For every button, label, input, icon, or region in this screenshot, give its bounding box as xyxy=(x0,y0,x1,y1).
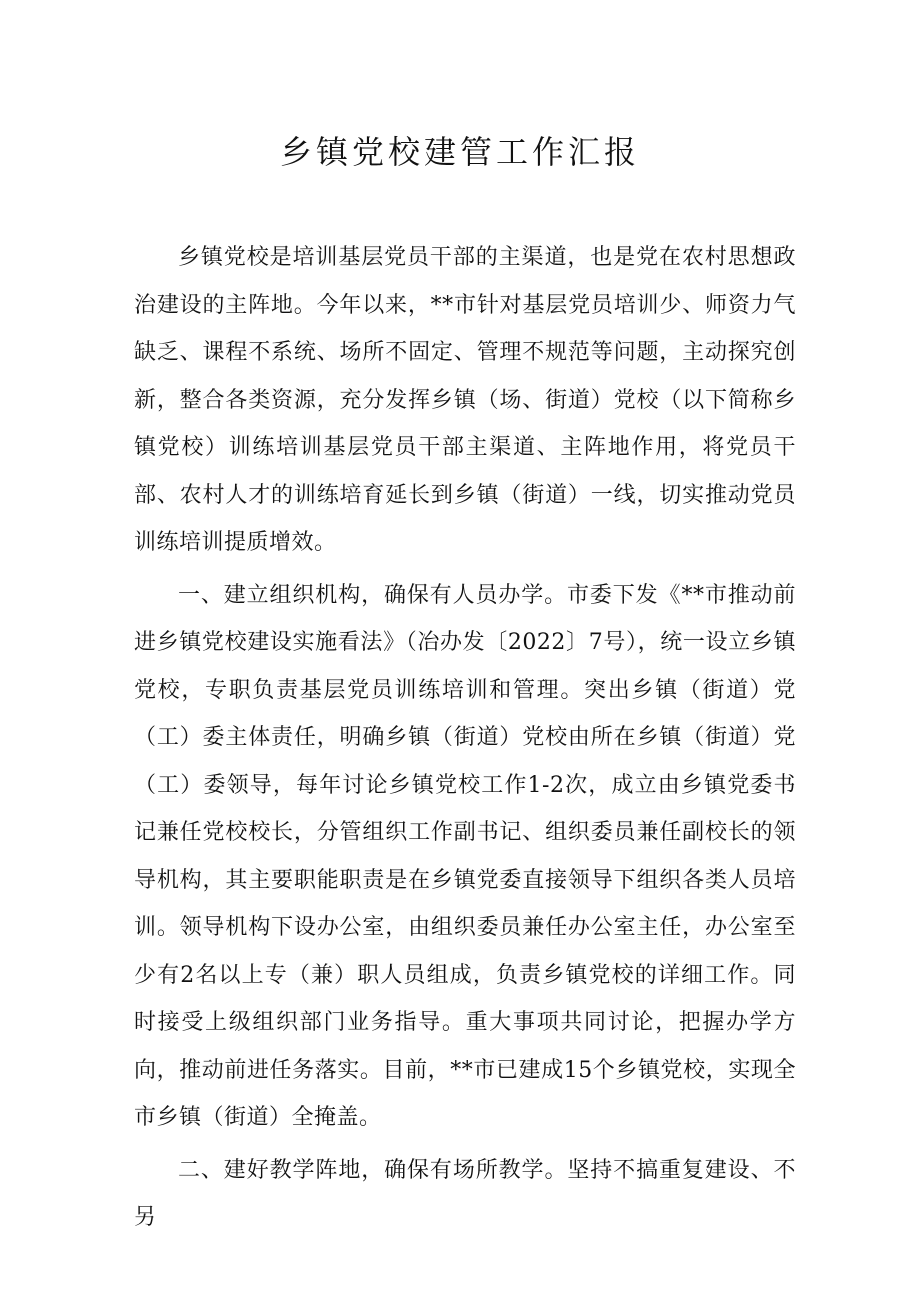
paragraph-intro: 乡镇党校是培训基层党员干部的主渠道，也是党在农村思想政治建设的主阵地。今年以来，**市针对基层党员培训少、师资力气缺乏、课程不系统、场所不固定、管理不规范等问题，主动探究创新，整合各类资源，充分发挥乡镇（场、街道）党校（以下简称乡镇党校）训练培训基层党员干部主渠道、主阵地作用，将党员干部、农村人才的训练培育延长到乡镇（街道）一线，切实推动党员训练培训提质增效。 xyxy=(134,245,796,555)
document-title: 乡镇党校建管工作汇报 xyxy=(279,133,640,171)
paragraph-section-two: 二、建好教学阵地，确保有场所教学。坚持不搞重复建设、不另 xyxy=(134,1157,796,1230)
paragraph-section-one: 一、建立组织机构，确保有人员办学。市委下发《**市推动前进乡镇党校建设实施看法》（冶办发〔2022〕7号），统一设立乡镇党校，专职负责基层党员训练培训和管理。突出乡镇（街道）党（工）委主体责任，明确乡镇（街道）党校由所在乡镇（街道）党（工）委领导，每年讨论乡镇党校工作1-2次，成立由乡镇党委书记兼任党校校长，分管组织工作副书记、组织委员兼任副校长的领导机构，其主要职能职责是在乡镇党委直接领导下组织各类人员培训。领导机构下设办公室，由组织委员兼任办公室主任，办公室至少有2名以上专（兼）职人员组成，负责乡镇党校的详细工作。同时接受上级组织部门业务指导。重大事项共同讨论，把握办学方向，推动前进任务落实。目前，**市已建成15个乡镇党校，实现全市乡镇（街道）全掩盖。 xyxy=(134,582,796,1130)
document-body xyxy=(134,234,796,1247)
